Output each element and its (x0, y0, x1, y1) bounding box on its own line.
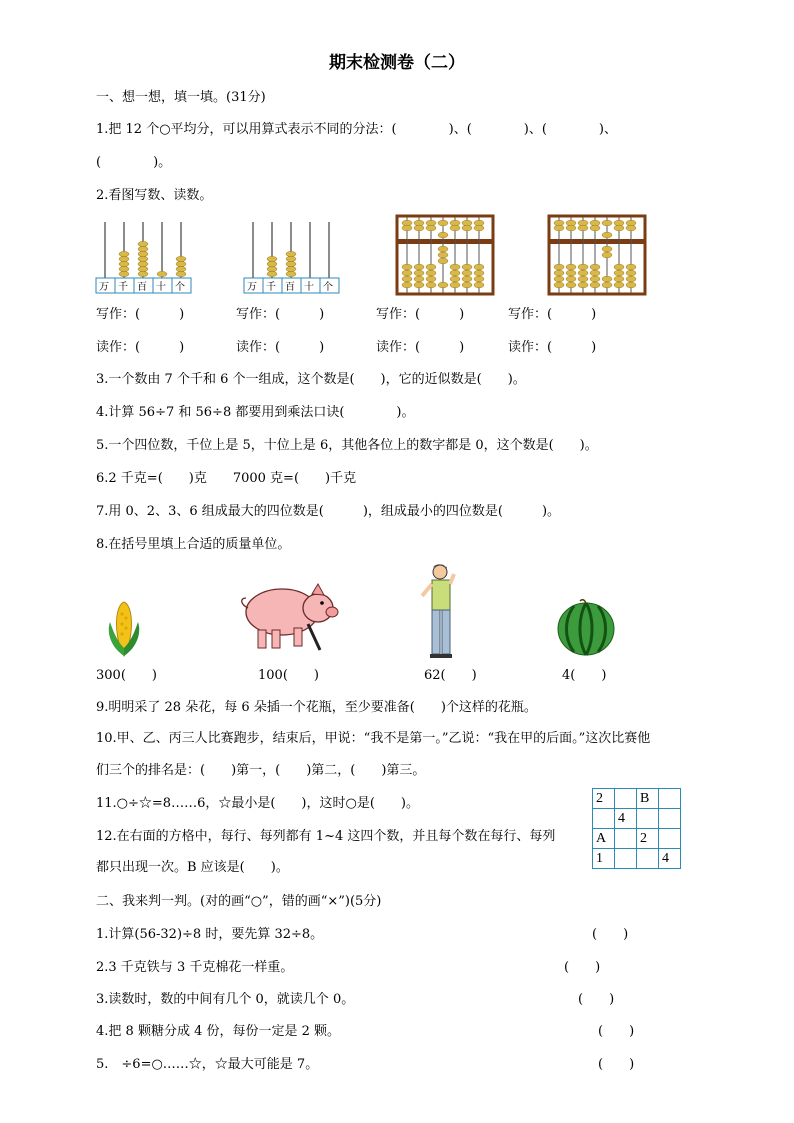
grid-cell (615, 829, 637, 849)
question-5: 5.一个四位数，千位上是 5，十位上是 6，其他各位上的数字都是 0，这个数是( )。 (96, 438, 598, 453)
judge-blank-3[interactable]: ( ) (578, 992, 615, 1007)
grid-cell: B (637, 789, 659, 809)
place-label-wan: 万 (247, 282, 257, 293)
counting-frame-2 (244, 218, 340, 298)
grid-cell: 4 (659, 849, 681, 869)
place-label-shi: 十 (304, 282, 314, 293)
grid-cell (637, 849, 659, 869)
judge-blank-1[interactable]: ( ) (592, 927, 629, 942)
grid-cell (659, 789, 681, 809)
question-4: 4.计算 56÷7 和 56÷8 都要用到乘法口诀( )。 (96, 405, 415, 420)
place-label-ge: 个 (323, 282, 333, 293)
place-label-bai: 百 (137, 282, 147, 293)
question-12-line2: 都只出现一次。B 应该是( )。 (96, 860, 289, 875)
pig-image (234, 578, 342, 656)
question-8: 8.在括号里填上合适的质量单位。 (96, 537, 291, 552)
question-3: 3.一个数由 7 个千和 6 个一组成，这个数是( )，它的近似数是( )。 (96, 372, 526, 387)
section-1-heading: 一、想一想，填一填。(31分) (96, 90, 266, 105)
grid-cell (615, 849, 637, 869)
question-1-line2: ( )。 (96, 155, 172, 170)
grid-cell: 2 (593, 789, 615, 809)
place-label-qian: 千 (266, 282, 276, 293)
q8-blank-watermelon[interactable]: 4( ) (562, 668, 607, 683)
grid-cell (659, 829, 681, 849)
judge-blank-4[interactable]: ( ) (598, 1024, 635, 1039)
judge-item-4: 4.把 8 颗糖分成 4 份，每份一定是 2 颗。 (96, 1024, 341, 1039)
question-10-line1: 10.甲、乙、丙三人比赛跑步，结束后，甲说：“我不是第一。”乙说：“我在甲的后面。”这次比赛他 (96, 731, 651, 746)
grid-cell (615, 789, 637, 809)
grid-cell (637, 809, 659, 829)
q8-blank-corn[interactable]: 300( ) (96, 668, 157, 683)
judge-item-3: 3.读数时，数的中间有几个 0，就读几个 0。 (96, 992, 355, 1007)
man-image (418, 562, 466, 662)
read-blank-1[interactable]: 读作：( ) (96, 340, 185, 355)
read-blank-3[interactable]: 读作：( ) (376, 340, 465, 355)
number-grid (592, 788, 681, 869)
q8-blank-pig[interactable]: 100( ) (258, 668, 319, 683)
place-label-bai: 百 (285, 282, 295, 293)
place-label-qian: 千 (118, 282, 128, 293)
q8-blank-man[interactable]: 62( ) (424, 668, 477, 683)
judge-blank-2[interactable]: ( ) (564, 960, 601, 975)
grid-cell: 1 (593, 849, 615, 869)
grid-cell: A (593, 829, 615, 849)
write-blank-3[interactable]: 写作：( ) (376, 307, 465, 322)
page-title: 期末检测卷（二） (329, 53, 465, 73)
read-blank-2[interactable]: 读作：( ) (236, 340, 325, 355)
question-10-line2: 们三个的排名是：( )第一，( )第二，( )第三。 (96, 763, 426, 778)
place-label-shi: 十 (156, 282, 166, 293)
section-2-heading: 二、我来判一判。(对的画“○”，错的画“×”)(5分) (96, 894, 382, 909)
question-11: 11.○÷☆=8……6，☆最小是( )，这时○是( )。 (96, 796, 419, 811)
counting-frame-1 (96, 218, 192, 298)
place-label-ge: 个 (175, 282, 185, 293)
question-12-line1: 12.在右面的方格中，每行、每列都有 1~4 这四个数，并且每个数在每行、每列 (96, 829, 556, 844)
watermelon-image (556, 601, 616, 657)
question-7: 7.用 0、2、3、6 组成最大的四位数是( )，组成最小的四位数是( )。 (96, 504, 561, 519)
judge-item-5: 5. ÷6=○……☆，☆最大可能是 7。 (96, 1057, 319, 1072)
question-1-line1: 1.把 12 个○平均分，可以用算式表示不同的分法：( )、( )、( )、 (96, 122, 617, 137)
bead-abacus-2 (548, 215, 646, 295)
judge-blank-5[interactable]: ( ) (598, 1057, 635, 1072)
judge-item-1: 1.计算(56-32)÷8 时，要先算 32÷8。 (96, 927, 324, 942)
judge-item-2: 2.3 千克铁与 3 千克棉花一样重。 (96, 960, 294, 975)
grid-cell (593, 809, 615, 829)
read-blank-4[interactable]: 读作：( ) (508, 340, 597, 355)
grid-cell (659, 809, 681, 829)
write-blank-4[interactable]: 写作：( ) (508, 307, 597, 322)
corn-image (104, 598, 144, 660)
place-label-wan: 万 (99, 282, 109, 293)
grid-cell: 4 (615, 809, 637, 829)
write-blank-1[interactable]: 写作：( ) (96, 307, 185, 322)
question-6: 6.2 千克=( )克 7000 克=( )千克 (96, 471, 357, 486)
write-blank-2[interactable]: 写作：( ) (236, 307, 325, 322)
bead-abacus-1 (396, 215, 494, 295)
question-9: 9.明明采了 28 朵花，每 6 朵插一个花瓶，至少要准备( )个这样的花瓶。 (96, 700, 537, 715)
question-2: 2.看图写数、读数。 (96, 188, 213, 203)
grid-cell: 2 (637, 829, 659, 849)
